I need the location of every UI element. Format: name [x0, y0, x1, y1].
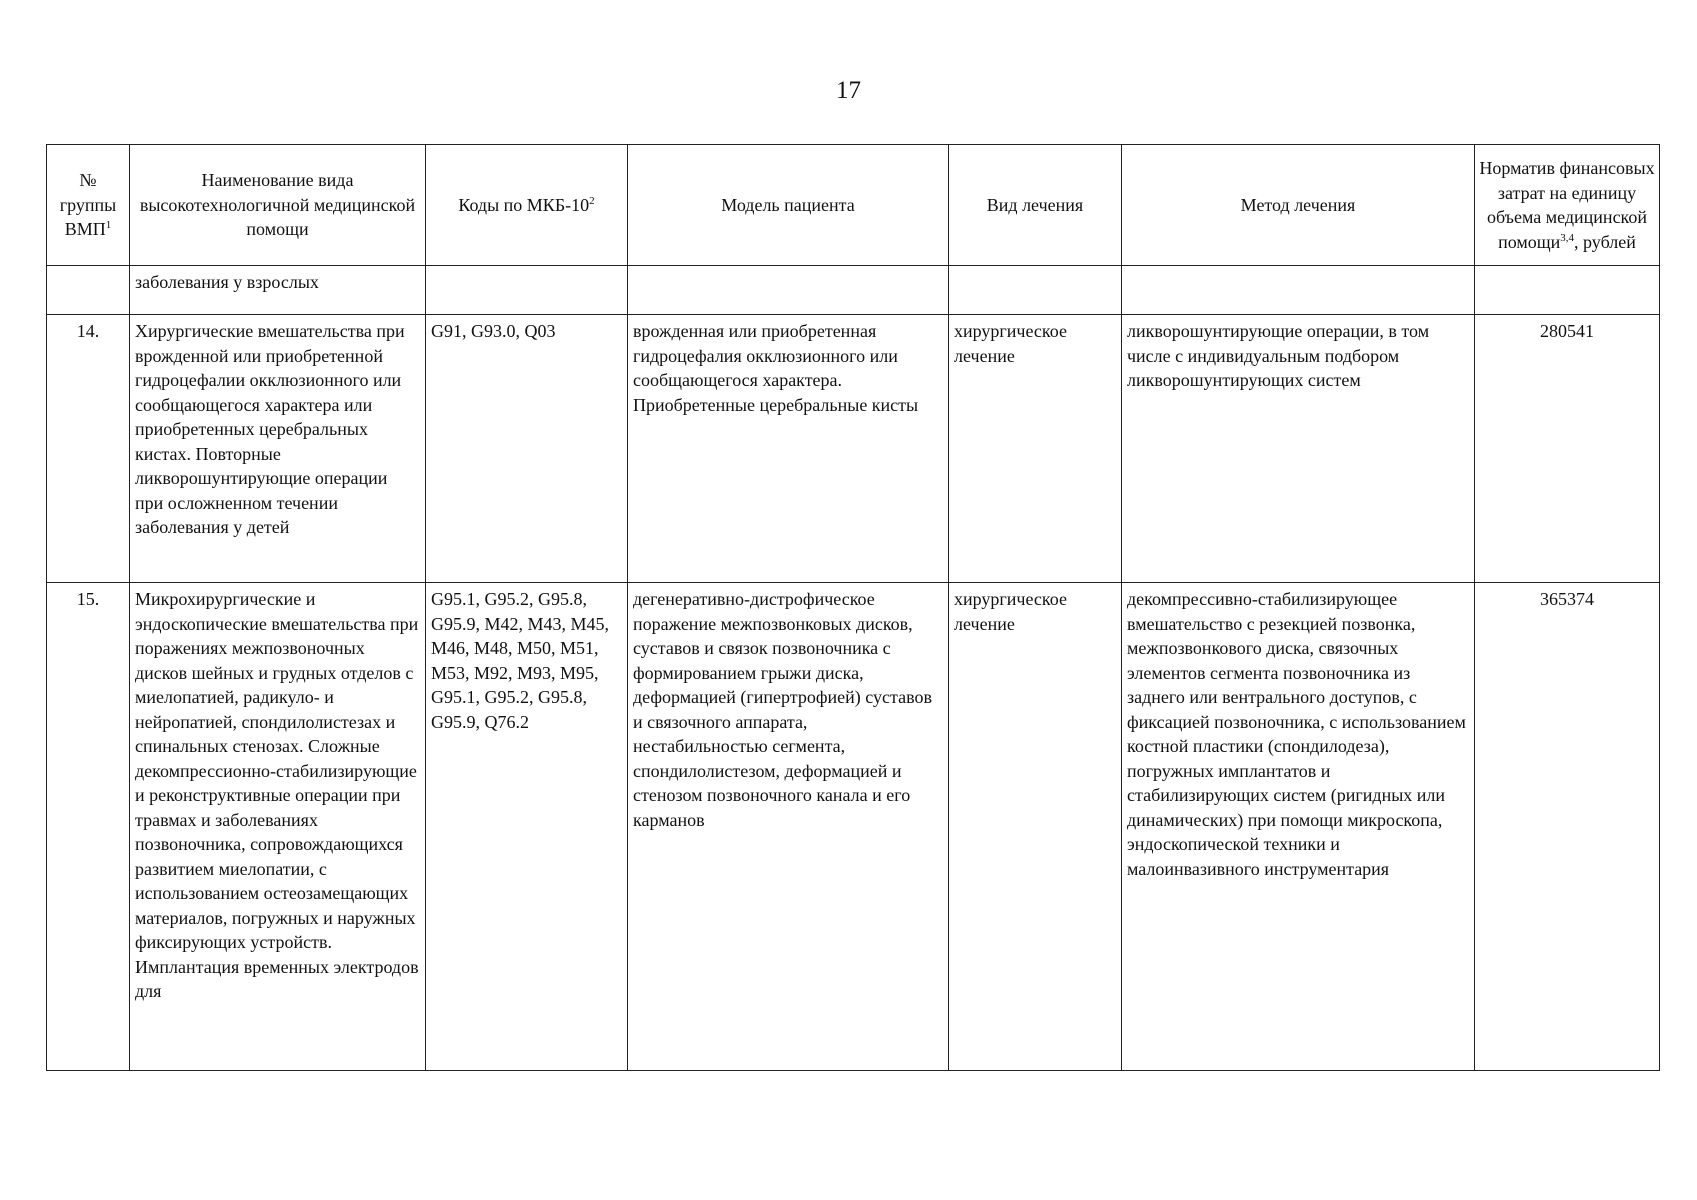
table-row-continuation [47, 266, 1660, 315]
cell-num-text: 14. [76, 321, 100, 341]
header-patient-model: Модель пациента [628, 145, 949, 266]
table-row [47, 583, 1660, 1071]
footnote-mark: 1 [105, 219, 112, 232]
cell-codes-text: G91, G93.0, Q03 [431, 321, 556, 341]
cell-method [1122, 266, 1475, 315]
cell-codes-text: G95.1, G95.2, G95.8, G95.9, M42, M43, M45, M46, M48, M50, M51, M53, M92, M93, M95, G95.1, G95.2, G95.8, G95.9, Q76.2 [431, 589, 610, 732]
cell-method-text: декомпрессивно-стабилизирующее вмешательство с резекцией позвонка, межпозвонкового диска, связочных элементов сегмента позвоночника из заднего или вентрального доступов, с фиксацией позвоночника, с использованием костной пластики (спондилодеза), погружных имплантатов и стабилизирующих систем (ригидных или динамических) при помощи микроскопа, эндоскопической техники и малоинвазивного инструментария [1127, 589, 1466, 879]
cell-method-text: ликворошунтирующие операции, в том числе с индивидуальным подбором ликворошунтирующих систем [1127, 321, 1430, 390]
table-header-row [47, 145, 1660, 266]
table-row [47, 315, 1660, 583]
cell-codes [426, 583, 628, 1071]
header-icd-codes [426, 145, 628, 266]
cell-num [47, 266, 130, 315]
cell-type [949, 315, 1122, 583]
header-cost-norm [1475, 145, 1660, 266]
cell-type-text: хирургическое лечение [954, 321, 1067, 366]
header-icd-codes-text: Коды по МКБ-10 [458, 194, 590, 215]
cell-num-text: 15. [76, 589, 100, 609]
cell-method [1122, 583, 1475, 1071]
cell-norm [1475, 583, 1660, 1071]
header-cost-norm-unit: , рублей [1574, 231, 1636, 252]
cell-norm-text: 365374 [1540, 589, 1594, 609]
cell-type-text: хирургическое лечение [954, 589, 1067, 634]
footnote-mark: 3,4 [1560, 231, 1575, 244]
footnote-mark: 2 [589, 194, 595, 207]
cell-num [47, 583, 130, 1071]
cell-codes [426, 266, 628, 315]
cell-model [628, 266, 949, 315]
cell-method [1122, 315, 1475, 583]
cell-norm [1475, 266, 1660, 315]
cell-model-text: дегенеративно-дистрофическое поражение межпозвонковых дисков, суставов и связок позвоночника с формированием грыжи диска, деформацией (гипертрофией) суставов и связочного аппарата, нестабильностью сегмента, спондилолистезом, деформацией и стенозом позвоночного канала и его карманов [633, 589, 932, 830]
header-group-number-text: № группы ВМП [59, 170, 117, 240]
cell-model [628, 315, 949, 583]
cell-name-text: Хирургические вмешательства при врожденной или приобретенной гидроцефалии окклюзионного или сообщающегося характера или приобретенных церебральных кистах. Повторные ликворошунтирующие операции при осложненном течении заболевания у детей [135, 321, 405, 537]
cell-type [949, 583, 1122, 1071]
cell-norm [1475, 315, 1660, 583]
cell-num [47, 315, 130, 583]
header-group-number [47, 145, 130, 266]
cell-name [130, 583, 426, 1071]
cell-codes [426, 315, 628, 583]
header-treatment-type: Вид лечения [949, 145, 1122, 266]
cell-name [130, 266, 426, 315]
page-number: 17 [836, 77, 861, 104]
cell-name-text: заболевания у взрослых [135, 272, 319, 292]
cell-model-text: врожденная или приобретенная гидроцефалия окклюзионного или сообщающегося характера. Приобретенные церебральные кисты [633, 321, 919, 415]
vmp-table [46, 144, 1660, 1071]
header-care-name: Наименование вида высокотехнологичной медицинской помощи [130, 145, 426, 266]
cell-name-text: Микрохирургические и эндоскопические вмешательства при поражениях межпозвоночных дисков шейных и грудных отделов с миелопатией, радикуло- и нейропатией, спондилолистезах и спинальных стенозах. Сложные декомпрессионно-стабилизирующие и реконструктивные операции при травмах и заболеваниях позвоночника, сопровождающихся развитием миелопатии, с использованием остеозамещающих материалов, погружных и наружных фиксирующих устройств. Имплантация временных электродов для [135, 589, 419, 1001]
cell-model [628, 583, 949, 1071]
cell-name [130, 315, 426, 583]
cell-norm-text: 280541 [1540, 321, 1594, 341]
header-treatment-method: Метод лечения [1122, 145, 1475, 266]
header-cost-norm-text: Норматив финансовых затрат на единицу объема медицинской помощи [1479, 158, 1655, 252]
cell-type [949, 266, 1122, 315]
